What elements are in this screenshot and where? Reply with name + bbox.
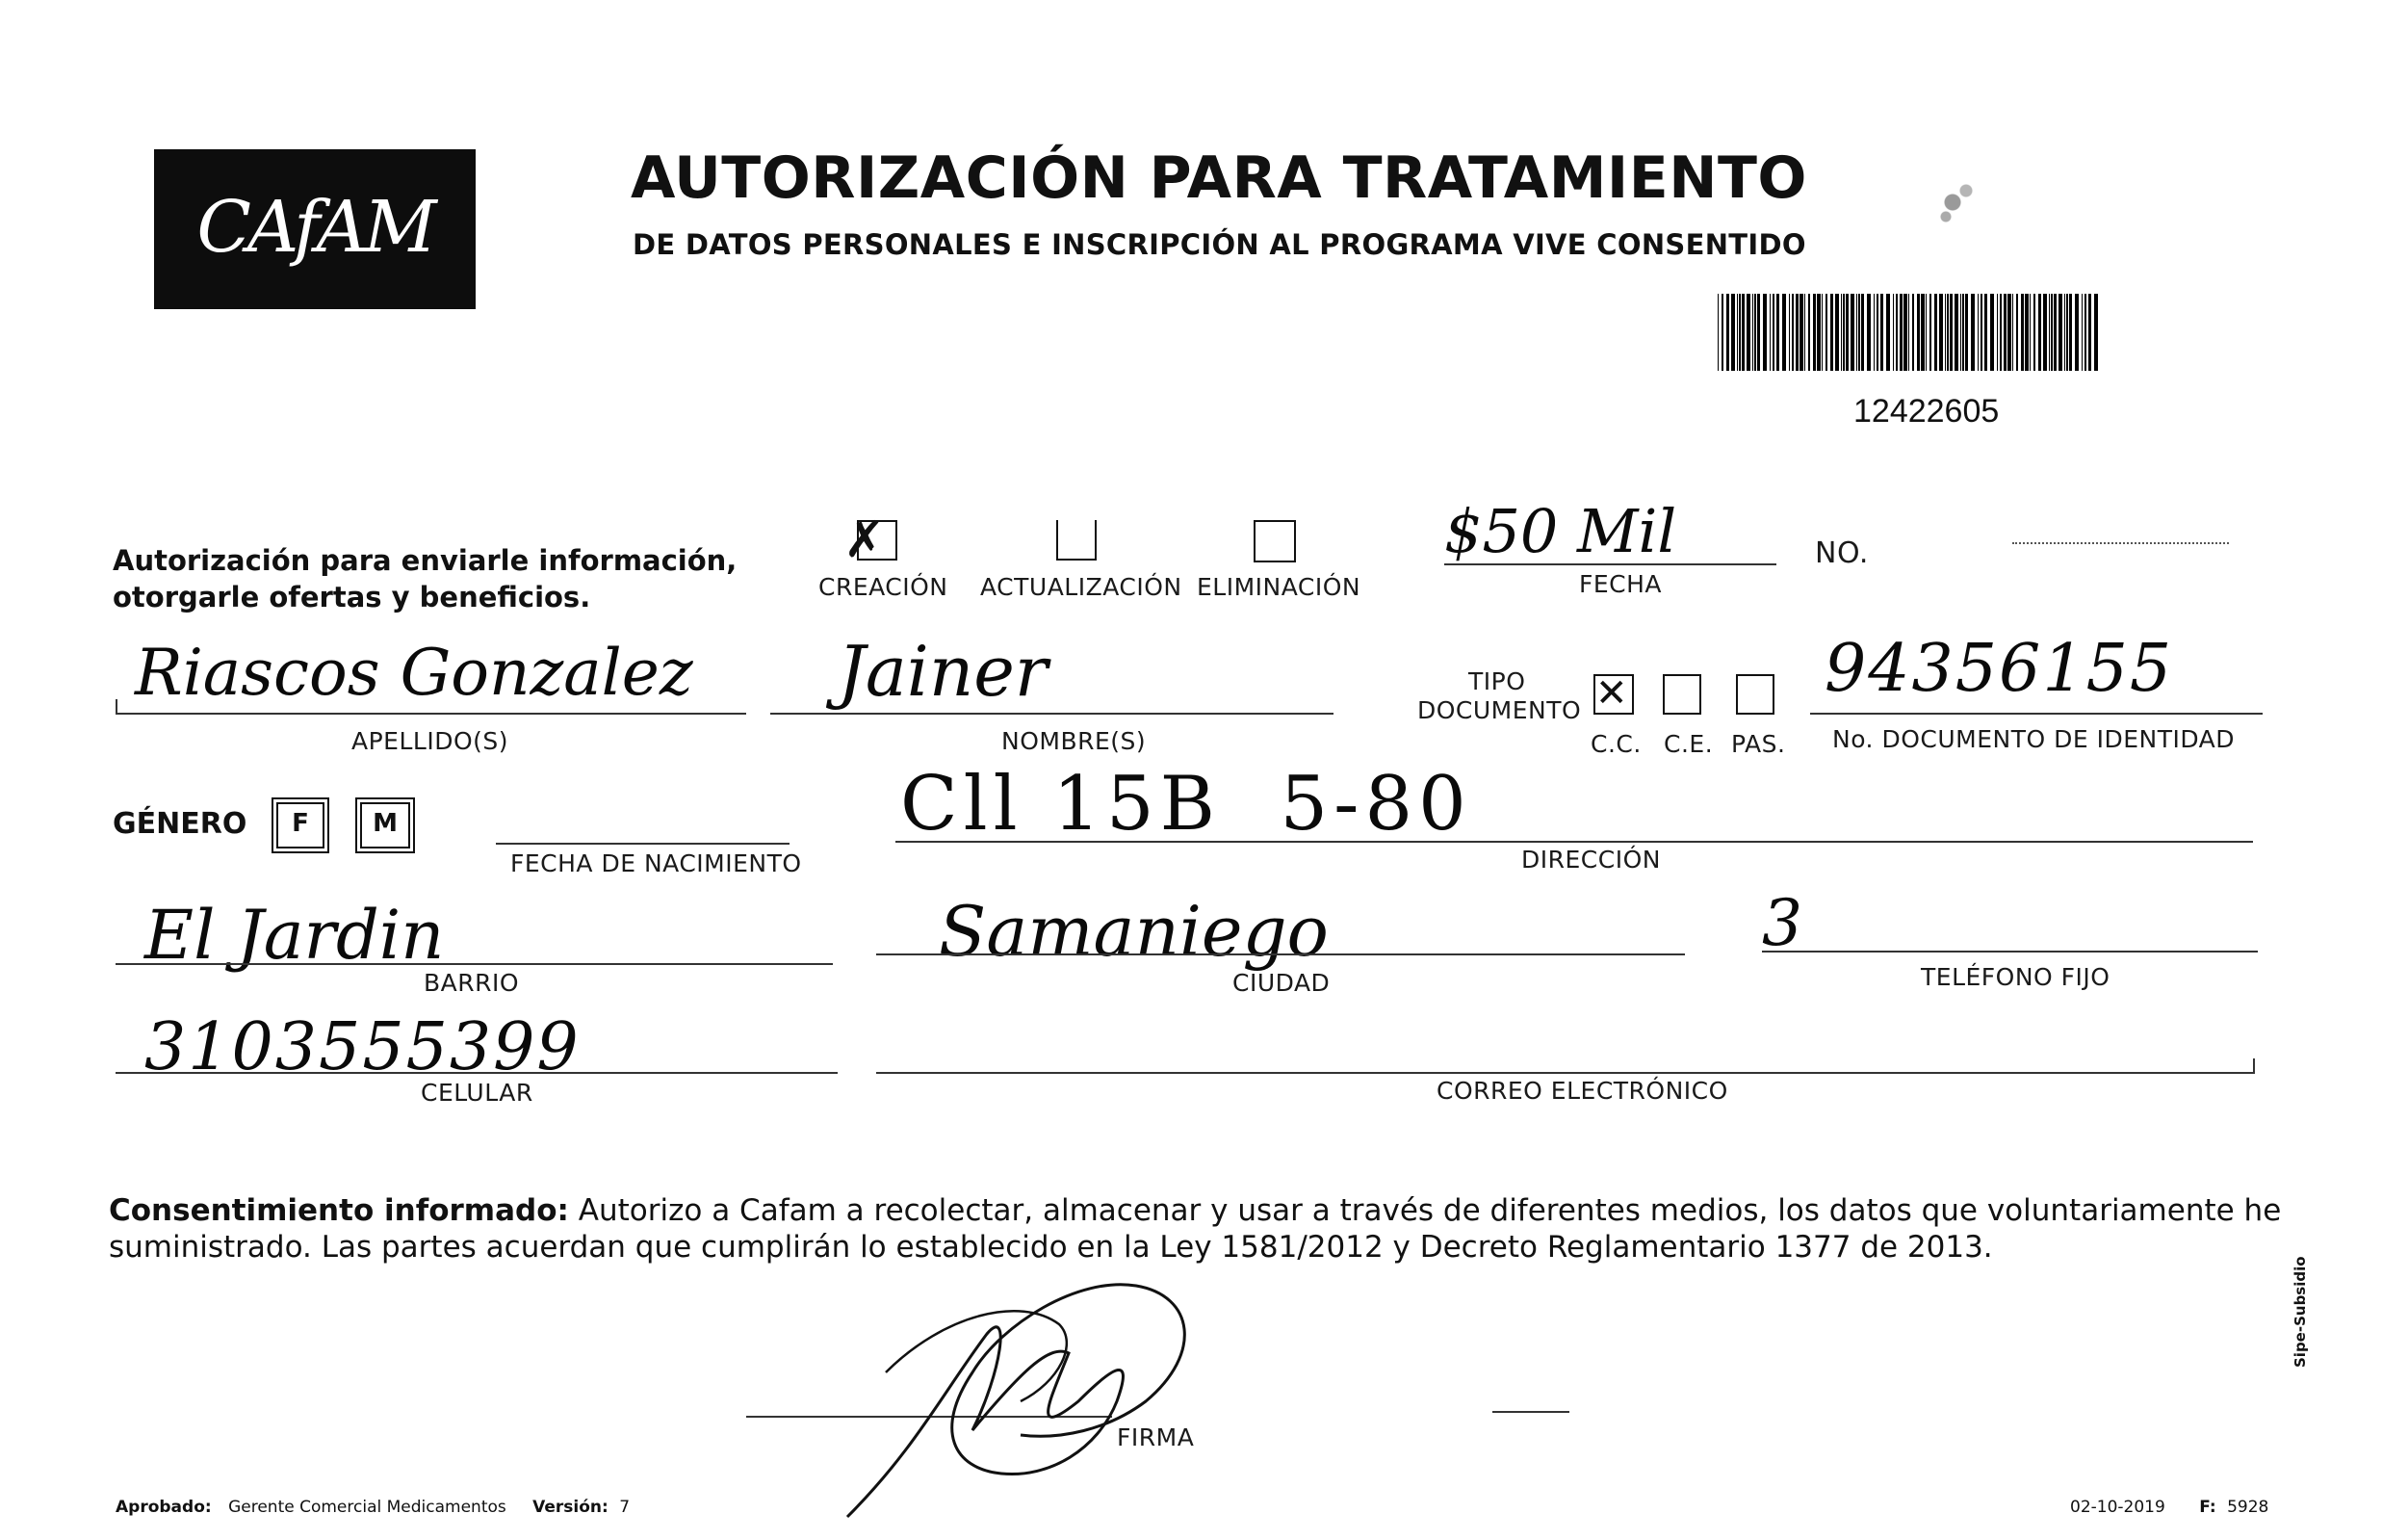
documento-label: DOCUMENTO xyxy=(1417,696,1582,724)
barcode-bar xyxy=(2066,294,2068,371)
barcode-bar xyxy=(1877,294,1878,371)
barcode-bar xyxy=(1763,294,1767,371)
form-label: F: xyxy=(2199,1498,2216,1517)
barcode-bar xyxy=(2021,294,2024,371)
ce-checkbox[interactable] xyxy=(1663,674,1701,715)
genero-label: GÉNERO xyxy=(113,807,247,841)
doc-number-line xyxy=(1810,713,2263,715)
barcode-bar xyxy=(1846,294,1849,371)
barcode-bar xyxy=(1917,294,1920,371)
barcode-bar xyxy=(2033,294,2035,371)
barcode-bar xyxy=(2012,294,2013,371)
barcode-bar xyxy=(1926,294,1927,371)
apellidos-value: Riascos Gonzalez xyxy=(135,636,693,710)
nombres-value: Jainer xyxy=(838,631,1049,712)
barcode-bar xyxy=(1822,294,1823,371)
barcode-bar xyxy=(2058,294,2062,371)
barcode-bar xyxy=(1757,294,1760,371)
genero-m-box[interactable] xyxy=(355,797,415,853)
consent-bold: Consentimiento informado: xyxy=(109,1193,569,1228)
celular-value: 3103555399 xyxy=(144,1009,581,1085)
correo-label: CORREO ELECTRÓNICO xyxy=(1437,1077,1728,1105)
version-label: Versión: xyxy=(532,1498,608,1517)
barcode-bar xyxy=(1731,294,1735,371)
barcode-number: 12422605 xyxy=(1853,393,2000,430)
no-label: NO. xyxy=(1815,536,1869,570)
barcode-bar xyxy=(1990,294,1994,371)
apellidos-tick xyxy=(116,699,117,715)
aprobado-value: Gerente Comercial Medicamentos xyxy=(228,1498,506,1517)
pas-checkbox[interactable] xyxy=(1736,674,1774,715)
telefono-line xyxy=(1762,951,2258,953)
barrio-value: El Jardin xyxy=(144,896,445,975)
ciudad-label: CIUDAD xyxy=(1232,969,1331,997)
barcode-bar xyxy=(1782,294,1786,371)
barcode-bar xyxy=(1896,294,1898,371)
barcode-bar xyxy=(2075,294,2079,371)
barcode-bar xyxy=(1908,294,1909,371)
correo-line xyxy=(876,1072,2253,1074)
form-value: 5928 xyxy=(2227,1498,2269,1517)
barcode-bar xyxy=(2069,294,2072,371)
barcode-bar xyxy=(1934,294,1937,371)
signature-scribble xyxy=(828,1257,1232,1527)
celular-label: CELULAR xyxy=(421,1079,533,1107)
barcode-bar xyxy=(1739,294,1741,371)
no-line xyxy=(2012,542,2229,544)
barcode-bar xyxy=(2094,294,2098,371)
barcode-bar xyxy=(1754,294,1756,371)
footer-left xyxy=(116,1498,630,1517)
barcode-bar xyxy=(2030,294,2031,371)
barcode-bar xyxy=(1886,294,1890,371)
page-title: AUTORIZACIÓN PARA TRATAMIENTO xyxy=(631,144,1807,212)
page-subtitle: DE DATOS PERSONALES E INSCRIPCIÓN AL PROGRAMA VIVE CONSENTIDO xyxy=(633,228,1806,261)
eliminacion-label: ELIMINACIÓN xyxy=(1197,573,1361,601)
cc-check-mark: ✕ xyxy=(1595,671,1628,716)
barcode-bar xyxy=(1737,294,1738,371)
authorization-intro-line1: Autorización para enviarle información, xyxy=(113,544,738,577)
fecha-nacimiento-line xyxy=(496,843,790,845)
barrio-label: BARRIO xyxy=(424,969,520,997)
barcode-bar xyxy=(1817,294,1821,371)
genero-f-box[interactable] xyxy=(272,797,329,853)
barcode-bar xyxy=(1900,294,1903,371)
barcode-bar xyxy=(1965,294,1968,371)
barcode-bar xyxy=(1726,294,1729,371)
telefono-value: 3 xyxy=(1762,886,1802,960)
barcode-bar xyxy=(1921,294,1925,371)
barcode-bar xyxy=(1843,294,1845,371)
barcode-bar xyxy=(1867,294,1871,371)
apellidos-line xyxy=(116,713,746,715)
barcode-bar xyxy=(1955,294,1958,371)
barcode-bar xyxy=(1789,294,1790,371)
creacion-check-mark: ✗ xyxy=(843,511,886,569)
barcode-bar xyxy=(2051,294,2053,371)
barcode-bar xyxy=(1796,294,1799,371)
tipo-label: TIPO xyxy=(1468,667,1526,695)
barcode-bar xyxy=(2084,294,2086,371)
barcode-bar xyxy=(1841,294,1842,371)
barcode-bar xyxy=(1962,294,1964,371)
barcode xyxy=(1716,294,2101,371)
apellidos-label: APELLIDO(S) xyxy=(351,727,509,755)
doc-number-label: No. DOCUMENTO DE IDENTIDAD xyxy=(1832,725,2236,753)
barcode-bar xyxy=(1747,294,1750,371)
fecha-line xyxy=(1444,563,1776,565)
barcode-bar xyxy=(1835,294,1839,371)
barcode-bar xyxy=(1971,294,1975,371)
barcode-bar xyxy=(1880,294,1883,371)
pas-label: PAS. xyxy=(1731,730,1786,758)
barcode-bar xyxy=(1776,294,1779,371)
side-text: Sipe-Subsidio xyxy=(2291,1256,2309,1368)
barcode-bar xyxy=(1947,294,1949,371)
barcode-bar xyxy=(1912,294,1914,371)
barcode-bar xyxy=(2007,294,2011,371)
direccion-value: Cll 15B 5-80 xyxy=(900,761,1472,848)
barcode-bar xyxy=(1742,294,1745,371)
actualizacion-label: ACTUALIZACIÓN xyxy=(980,573,1182,601)
signature-line-right xyxy=(1492,1411,1569,1413)
barcode-bar xyxy=(1718,294,1719,371)
nombres-line xyxy=(770,713,1333,715)
barcode-bar xyxy=(2049,294,2050,371)
fecha-nacimiento-label: FECHA DE NACIMIENTO xyxy=(510,849,802,877)
consent-line2: suministrado. Las partes acuerdan que cumplirán lo establecido en la Ley 1581/2012 y Decreto Reglamentario 1377 de 2013. xyxy=(109,1230,1993,1265)
ce-label: C.E. xyxy=(1664,730,1714,758)
creacion-label: CREACIÓN xyxy=(818,573,948,601)
actualizacion-checkbox[interactable] xyxy=(1056,520,1097,561)
stamp-speckle xyxy=(1926,173,1993,231)
nombres-label: NOMBRE(S) xyxy=(1001,727,1147,755)
barcode-bar xyxy=(1950,294,1953,371)
barcode-bar xyxy=(1997,294,1998,371)
barcode-bar xyxy=(1874,294,1875,371)
genero-m-label: M xyxy=(373,809,398,838)
barcode-bar xyxy=(1858,294,1860,371)
barcode-bar xyxy=(1903,294,1907,371)
signature-label: FIRMA xyxy=(1117,1423,1195,1451)
correo-tick xyxy=(2253,1058,2255,1074)
barcode-bar xyxy=(1792,294,1794,371)
fecha-value: $50 Mil xyxy=(1444,496,1677,566)
aprobado-label: Aprobado: xyxy=(116,1498,212,1517)
barcode-bar xyxy=(2082,294,2083,371)
barcode-bar xyxy=(1825,294,1827,371)
barcode-bar xyxy=(1813,294,1816,371)
barcode-bar xyxy=(1960,294,1961,371)
celular-line xyxy=(116,1072,838,1074)
barcode-bar xyxy=(2025,294,2029,371)
barcode-bar xyxy=(1893,294,1894,371)
barcode-bar xyxy=(2004,294,2007,371)
barcode-bar xyxy=(1861,294,1864,371)
barcode-bar xyxy=(1830,294,1833,371)
cc-label: C.C. xyxy=(1591,730,1642,758)
barcode-bar xyxy=(2038,294,2041,371)
logo-text: CAfAM xyxy=(196,186,433,269)
doc-number-value: 94356155 xyxy=(1825,631,2174,707)
barcode-bar xyxy=(1945,294,1946,371)
barcode-bar xyxy=(1856,294,1857,371)
barcode-bar xyxy=(1984,294,1987,371)
consent-line1: Autorizo a Cafam a recolectar, almacenar y usar a través de diferentes medios, los datos que voluntariamente he xyxy=(568,1193,2282,1228)
barcode-bar xyxy=(2000,294,2002,371)
barcode-bar xyxy=(1981,294,1982,371)
barcode-bar xyxy=(1773,294,1774,371)
direccion-line xyxy=(895,841,2253,843)
genero-f-label: F xyxy=(292,809,309,838)
barcode-bar xyxy=(1978,294,1979,371)
barcode-bar xyxy=(1804,294,1805,371)
barcode-bar xyxy=(1939,294,1943,371)
fecha-label: FECHA xyxy=(1579,570,1663,598)
barcode-bar xyxy=(1722,294,1723,371)
footer-right xyxy=(2070,1498,2268,1517)
barcode-bar xyxy=(2043,294,2047,371)
barcode-bar xyxy=(1800,294,1803,371)
consent-paragraph xyxy=(109,1192,2282,1266)
logo xyxy=(154,149,476,309)
barcode-bar xyxy=(1770,294,1771,371)
barcode-bar xyxy=(2016,294,2018,371)
barcode-bar xyxy=(2064,294,2065,371)
direccion-label: DIRECCIÓN xyxy=(1521,846,1661,874)
ciudad-value: Samaniego xyxy=(939,891,1329,972)
barcode-bar xyxy=(1808,294,1810,371)
eliminacion-checkbox[interactable] xyxy=(1254,520,1296,562)
ciudad-line xyxy=(876,953,1685,955)
barcode-bar xyxy=(2088,294,2091,371)
barcode-bar xyxy=(1851,294,1854,371)
authorization-intro-line2: otorgarle ofertas y beneficios. xyxy=(113,581,591,613)
version-value: 7 xyxy=(619,1498,631,1517)
telefono-label: TELÉFONO FIJO xyxy=(1921,963,2110,991)
barcode-bar xyxy=(2054,294,2057,371)
barrio-line xyxy=(116,963,833,965)
footer-date: 02-10-2019 xyxy=(2070,1498,2165,1517)
barcode-bar xyxy=(1929,294,1931,371)
barcode-bar xyxy=(1752,294,1753,371)
